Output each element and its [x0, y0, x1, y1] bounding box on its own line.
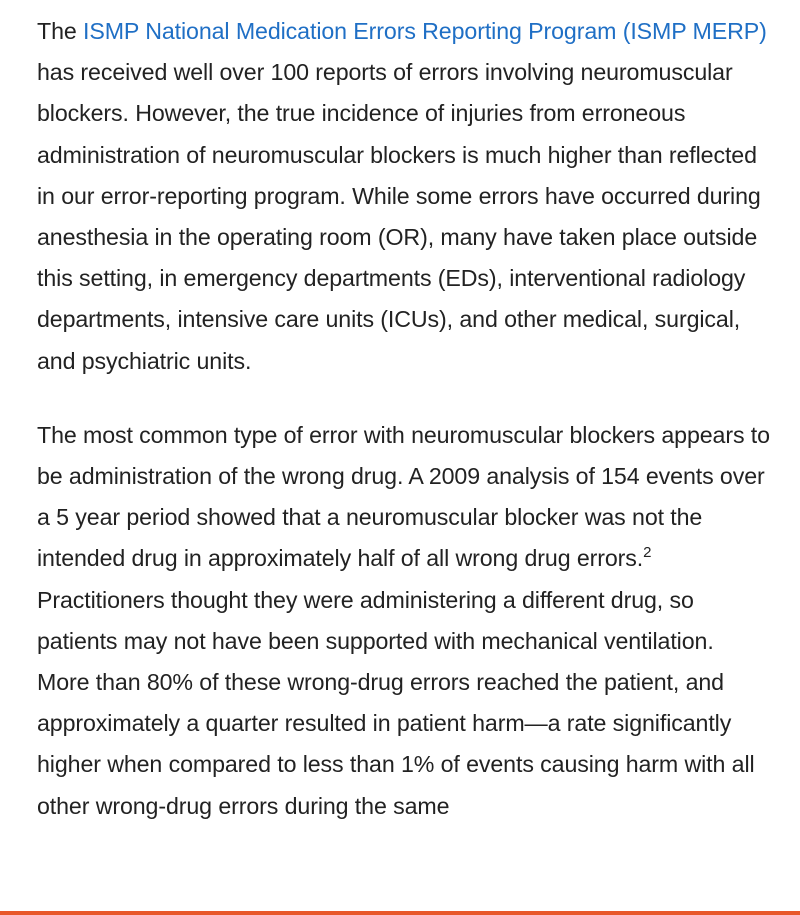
- paragraph-2: [37, 415, 772, 827]
- ismp-merp-link[interactable]: ISMP National Medication Errors Reporting Program (ISMP MERP): [83, 18, 767, 44]
- article-body: [37, 11, 772, 860]
- paragraph-1-prefix: The: [37, 18, 83, 44]
- paragraph-1: [37, 11, 772, 382]
- accent-bar: [0, 911, 800, 915]
- paragraph-2-before-ref: The most common type of error with neuromuscular blockers appears to be administration of the wrong drug. A 2009 analysis of 154 events over a 5 year period showed that a neuromuscular blocker was not the intended drug in approximately half of all wrong drug errors.: [37, 421, 770, 572]
- reference-superscript[interactable]: 2: [643, 544, 652, 562]
- paragraph-1-body: has received well over 100 reports of errors involving neuromuscular blockers. However, the true incidence of injuries from erroneous administration of neuromuscular blockers is much higher than reflected in our error-reporting program. While some errors have occurred during anesthesia in the operating room (OR), many have taken place outside this setting, in emergency departments (EDs), interventional radiology departments, intensive care units (ICUs), and other medical, surgical, and psychiatric units.: [37, 59, 761, 374]
- paragraph-2-after-ref: Practitioners thought they were administering a different drug, so patients may not have been supported with mechanical ventilation. More than 80% of these wrong-drug errors reached the patient, and approximately a quarter resulted in patient harm—a rate significantly higher when compared to less than 1% of events causing harm with all other wrong-drug errors during the same: [37, 586, 755, 819]
